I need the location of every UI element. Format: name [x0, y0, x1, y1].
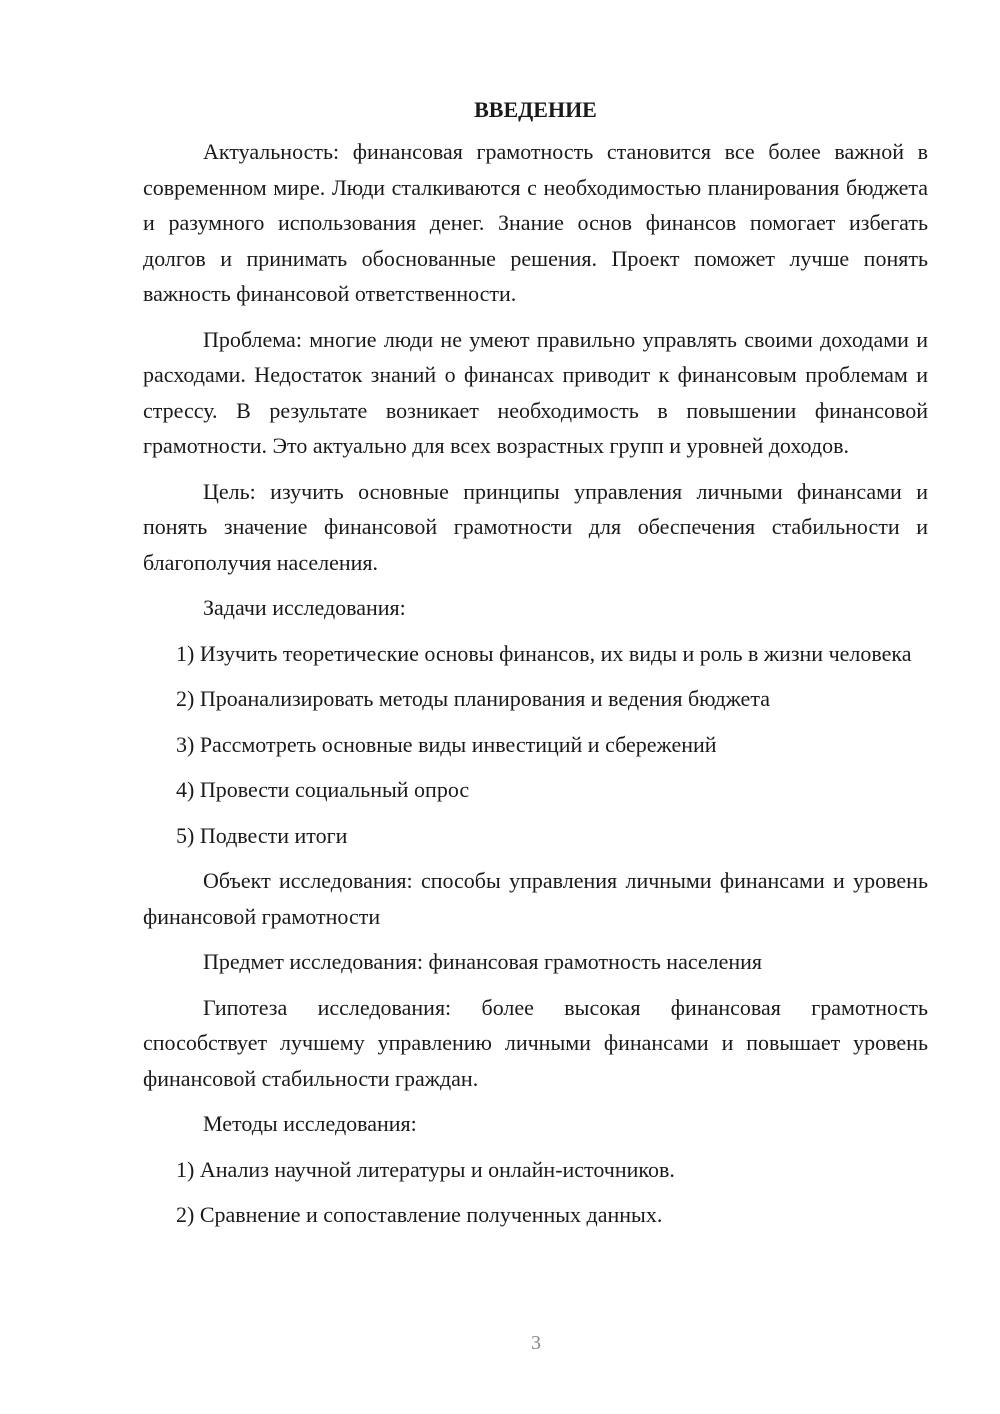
page-number: 3: [531, 1332, 541, 1354]
methods-heading: Методы исследования:: [203, 1111, 417, 1136]
hypothesis-paragraph: Гипотеза исследования: более высокая финансовая грамотность способствует лучшему управлению личными финансами и повышает уровень финансовой стабильности граждан.: [143, 994, 928, 1091]
problem-paragraph: Проблема: многие люди не умеют правильно управлять своими доходами и расходами. Недостаток знаний о финансах приводит к финансовым проблемам и стрессу. В результате возникает необходимость в повышении финансовой грамотности. Это актуально для всех возрастных групп и уровней доходов.: [143, 326, 928, 458]
task-item-2: 2) Проанализировать методы планирования и ведения бюджета: [176, 686, 770, 711]
task-item-1: 1) Изучить теоретические основы финансов, их виды и роль в жизни человека: [176, 640, 912, 666]
goal-paragraph: Цель: изучить основные принципы управления личными финансами и понять значение финансовой грамотности для обеспечения стабильности и благополучия населения.: [143, 478, 928, 575]
task-item-4: 4) Провести социальный опрос: [176, 777, 470, 802]
document-page: [143, 92, 928, 1243]
task-item-5: 5) Подвести итоги: [176, 822, 348, 848]
method-item-1: 1) Анализ научной литературы и онлайн-источников.: [176, 1156, 675, 1182]
page-title: ВВЕДЕНИЕ: [474, 97, 597, 122]
task-item-3: 3) Рассмотреть основные виды инвестиций и сбережений: [176, 731, 717, 757]
object-paragraph: Объект исследования: способы управления личными финансами и уровень финансовой грамотности: [143, 868, 928, 929]
method-item-2: 2) Сравнение и сопоставление полученных данных.: [176, 1202, 663, 1227]
subject-paragraph: Предмет исследования: финансовая грамотность населения: [203, 949, 763, 974]
relevance-paragraph: Актуальность: финансовая грамотность становится все более важной в современном мире. Люди сталкиваются с необходимостью планирования бюджета и разумного использования денег. Знание основ финансов помогает избегать долгов и принимать обоснованные решения. Проект поможет лучше понять важность финансовой ответственности.: [143, 139, 928, 306]
tasks-heading: Задачи исследования:: [203, 595, 406, 620]
